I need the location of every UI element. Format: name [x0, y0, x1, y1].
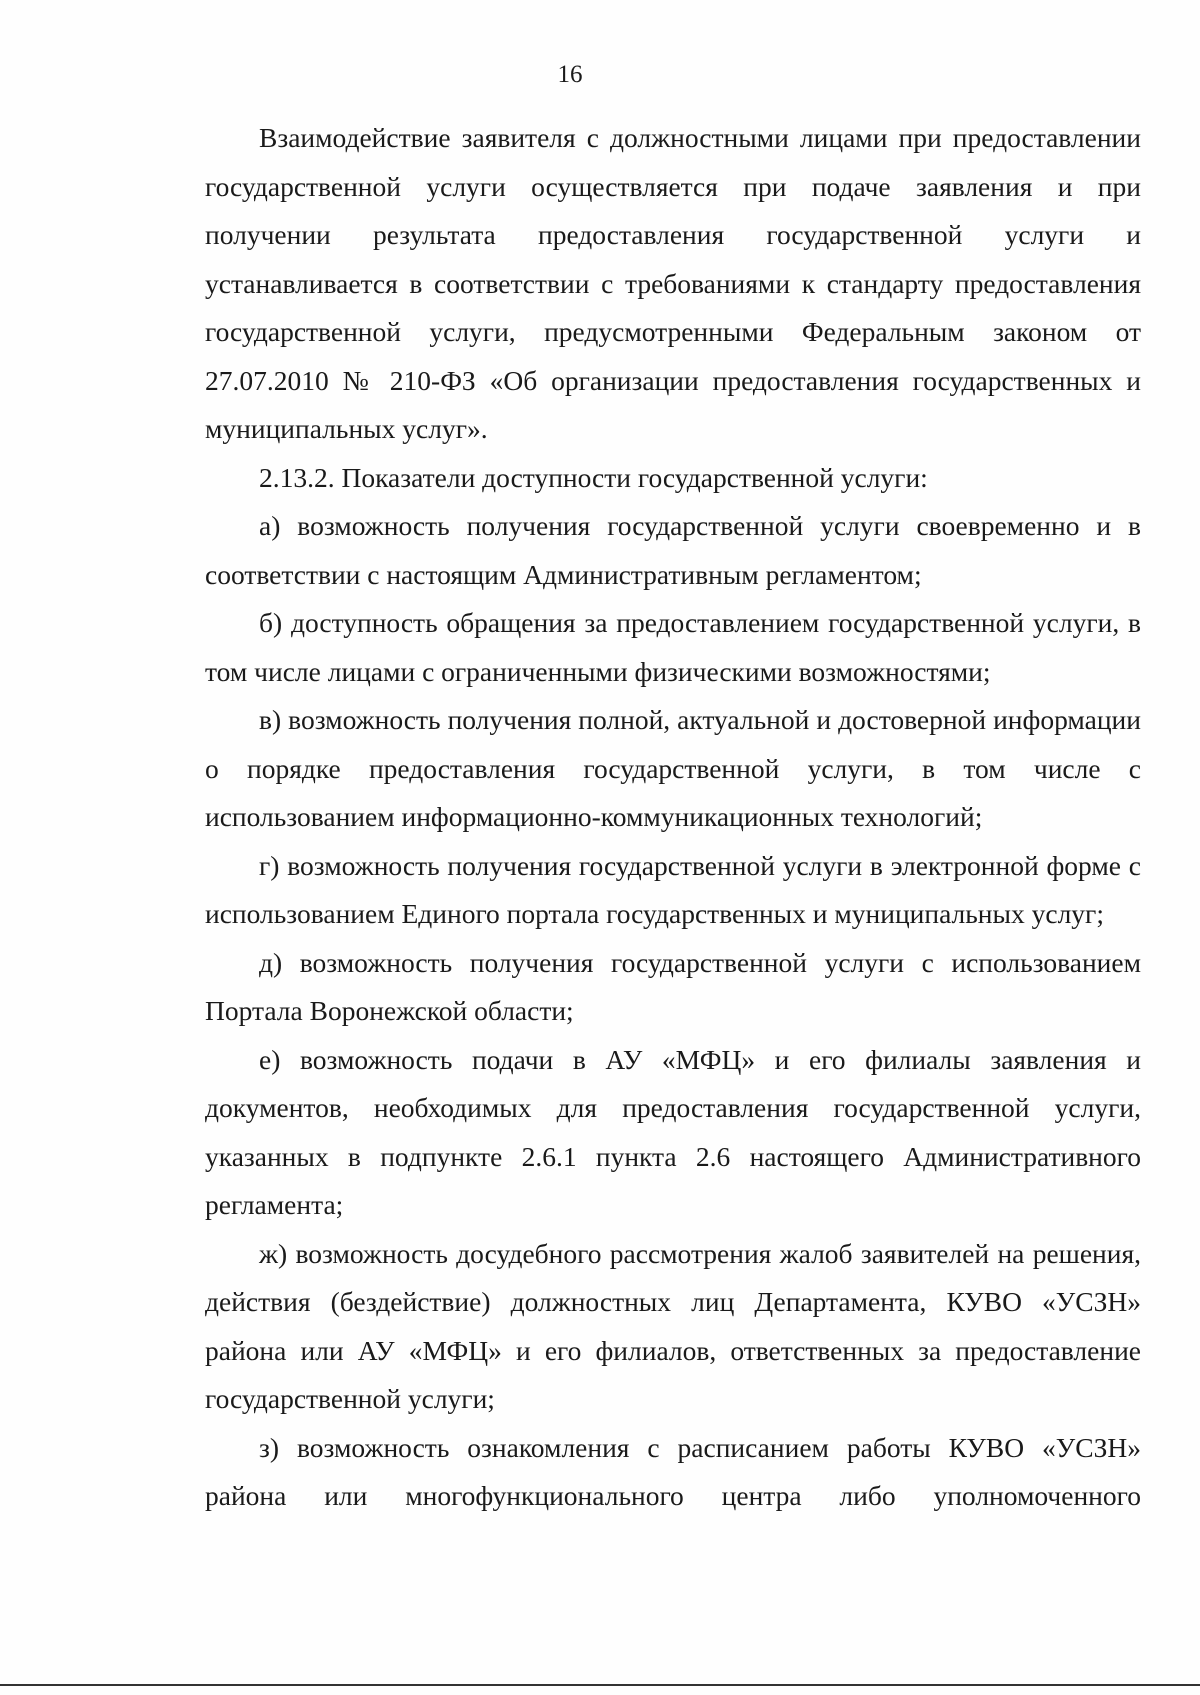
paragraph-interaction: Взаимодействие заявителя с должностными лицами при предоставлении государственной услуги осуществляется при подаче заявления и при получении результата предоставления государственной услуги и устанавливается в соответствии с требованиями к стандарту предоставления государственной услуги, предусмотренными Федеральным законом от 27.07.2010 № 210-ФЗ «Об организации предоставления государственных и муниципальных услуг». — [205, 122, 1141, 444]
document-body — [205, 114, 1141, 1521]
paragraph-item-b: б) доступность обращения за предоставлением государственной услуги, в том числе лицами с ограниченными физическими возможностями; — [205, 607, 1141, 687]
page-number: 16 — [557, 61, 583, 88]
paragraph-item-g: г) возможность получения государственной услуги в электронной форме с использованием Единого портала государственных и муниципальных услуг; — [205, 849, 1141, 929]
paragraph-accessibility-heading: 2.13.2. Показатели доступности государственной услуги: — [259, 461, 928, 493]
page-bottom-edge — [0, 1684, 1200, 1686]
paragraph-item-z: з) возможность ознакомления с расписанием работы КУВО «УСЗН» района или многофункционального центра либо уполномоченного — [205, 1431, 1141, 1511]
paragraph-item-e: е) возможность подачи в АУ «МФЦ» и его филиалы заявления и документов, необходимых для предоставления государственной услуги, указанных в подпункте 2.6.1 пункта 2.6 настоящего Административного регламента; — [205, 1043, 1141, 1220]
paragraph-item-zh: ж) возможность досудебного рассмотрения жалоб заявителей на решения, действия (бездействие) должностных лиц Департамента, КУВО «УСЗН» района или АУ «МФЦ» и его филиалов, ответственных за предоставление государственной услуги; — [205, 1237, 1141, 1414]
paragraph-item-d: д) возможность получения государственной услуги с использованием Портала Воронежской области; — [205, 946, 1141, 1026]
paragraph-item-v: в) возможность получения полной, актуальной и достоверной информации о порядке предоставления государственной услуги, в том числе с использованием информационно-коммуникационных технологий; — [205, 704, 1141, 832]
paragraph-item-a: а) возможность получения государственной услуги своевременно и в соответствии с настоящим Административным регламентом; — [205, 510, 1141, 590]
